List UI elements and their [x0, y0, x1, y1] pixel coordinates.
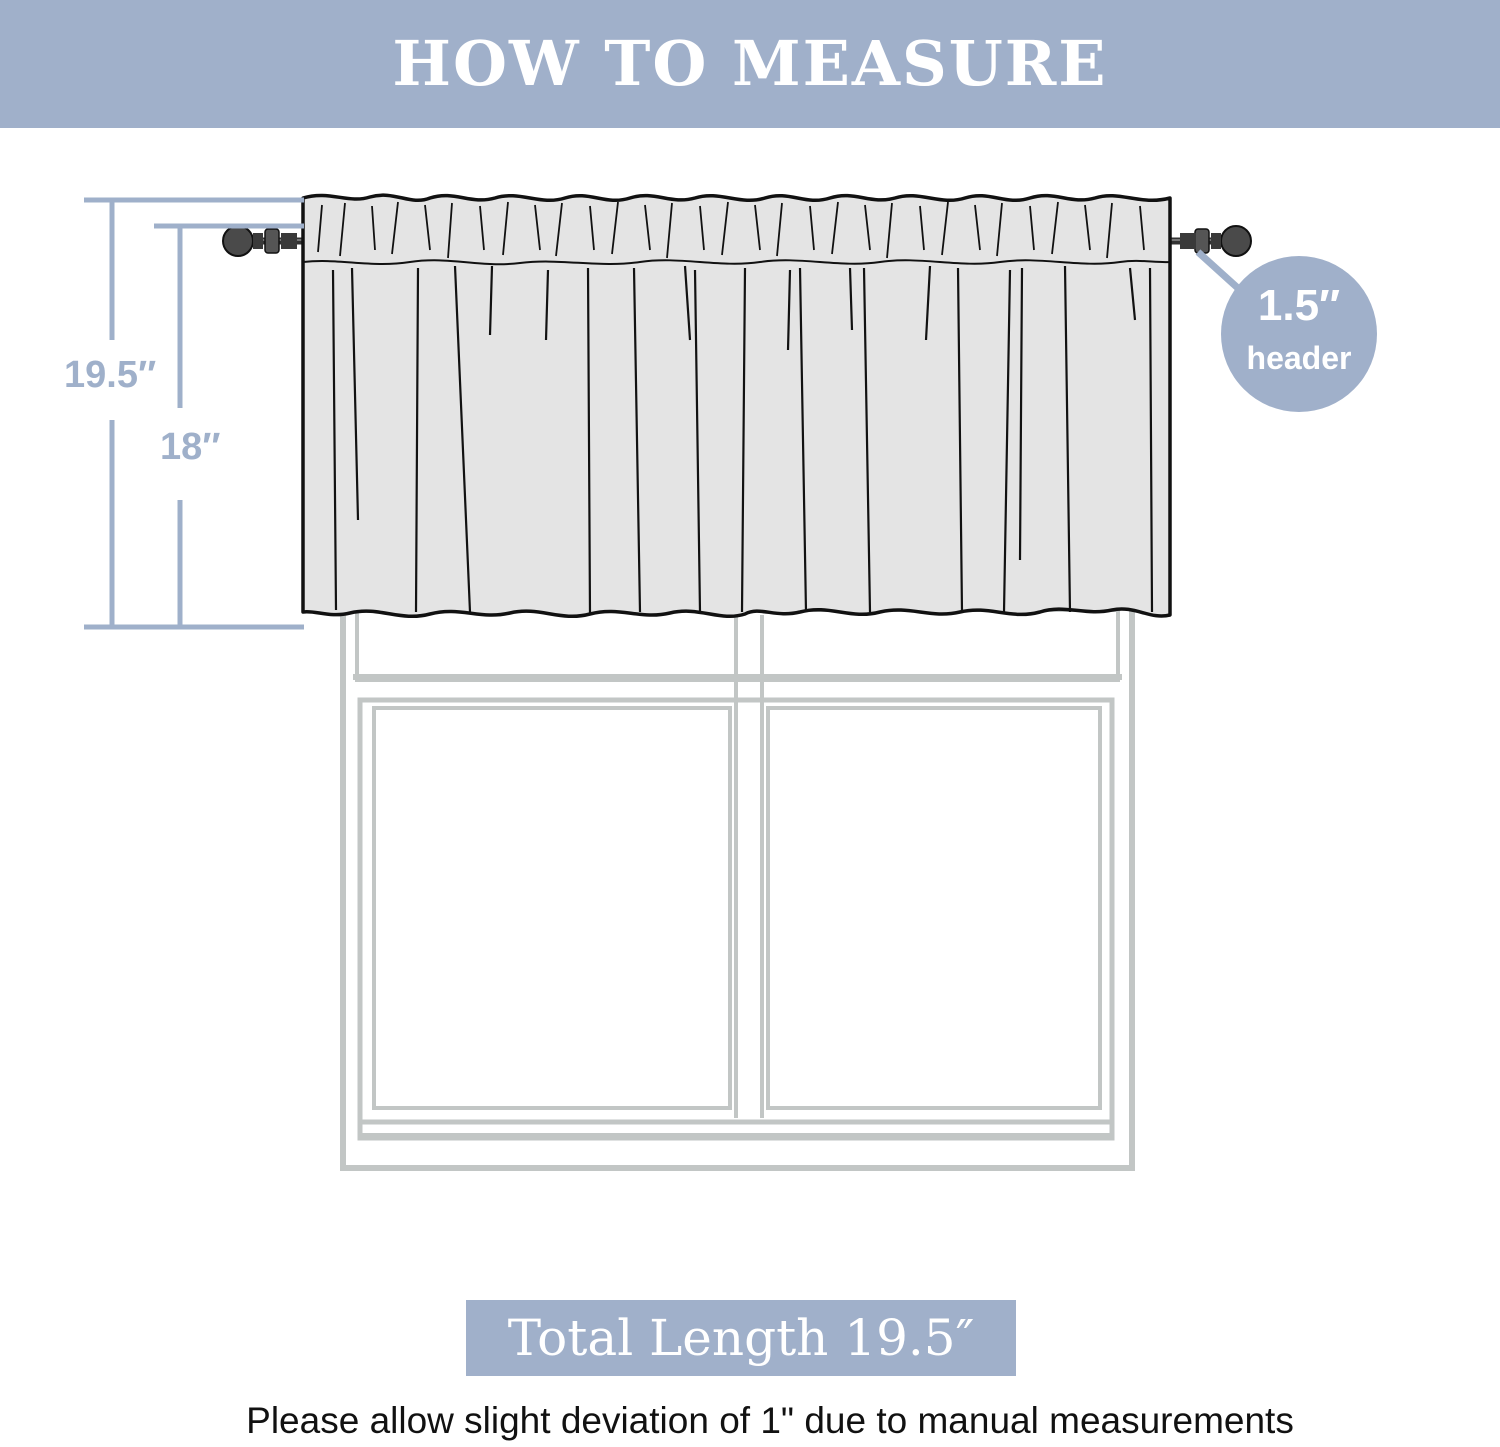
rod-finial-right-icon — [1180, 226, 1251, 256]
total-height-label: 19.5″ — [64, 354, 157, 396]
header-size-value: 1.5″ — [1257, 281, 1341, 330]
header-size-label: header — [1246, 340, 1352, 376]
rod-finial-left-icon — [223, 226, 297, 256]
total-length-box: Total Length 19.5″ — [466, 1300, 1016, 1376]
window-frame — [343, 600, 1132, 1168]
header-badge — [1221, 256, 1377, 412]
dimension-lines — [84, 200, 304, 627]
page-title: HOW TO MEASURE — [392, 27, 1108, 100]
valance-curtain — [303, 195, 1170, 616]
deviation-note: Please allow slight deviation of 1" due to manual measurements — [246, 1400, 1294, 1441]
panel-height-label: 18″ — [160, 426, 221, 468]
